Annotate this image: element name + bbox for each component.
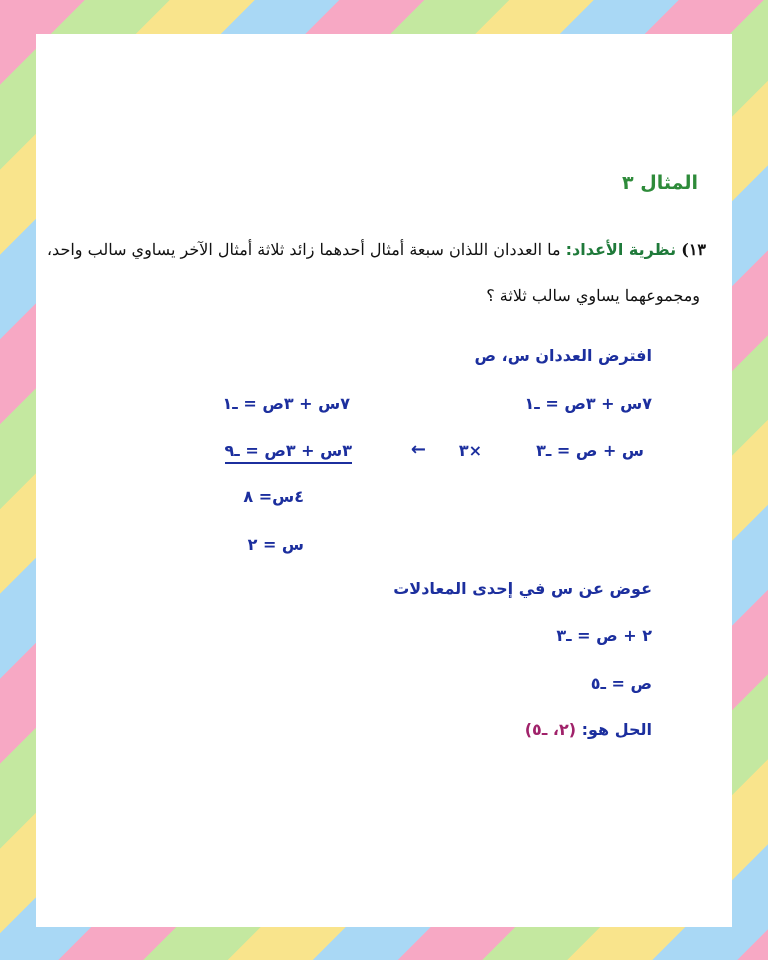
equation-2-scaled: ٣س + ٣ص = ـ٩ bbox=[225, 441, 352, 464]
equation-1: ٧س + ٣ص = ـ١ bbox=[524, 394, 652, 413]
question-line-1 bbox=[47, 240, 706, 259]
question-text-1: ما العددان اللذان سبعة أمثال أحدهما زائد ثلاثة أمثال الآخر يساوي سالب واحد، bbox=[46, 240, 561, 259]
solution-label: الحل هو: bbox=[581, 720, 652, 739]
question-topic: نظرية الأعداد: bbox=[565, 240, 677, 259]
sum-equation: ٤س= ٨ bbox=[243, 487, 304, 506]
solution-line bbox=[525, 720, 652, 739]
assume-step: افترض العددان س، ص bbox=[474, 346, 652, 365]
y-value: ص = ـ٥ bbox=[590, 674, 652, 693]
x-value: س = ٢ bbox=[247, 535, 304, 554]
substitute-step: عوض عن س في إحدى المعادلات bbox=[393, 579, 652, 598]
equation-2: س + ص = ـ٣ bbox=[536, 441, 644, 460]
multiplier-label: ×٣ bbox=[458, 441, 482, 460]
question-number: ١٣) bbox=[681, 240, 706, 259]
arrow-icon: ← bbox=[410, 439, 426, 460]
worksheet-page bbox=[36, 34, 732, 927]
substituted-equation: ٢ + ص = ـ٣ bbox=[556, 626, 652, 645]
solution-value: (٢، ـ٥) bbox=[524, 720, 577, 739]
question-line-2: ومجموعهما يساوي سالب ثلاثة ؟ bbox=[486, 286, 700, 305]
example-heading: المثال ٣ bbox=[622, 172, 698, 194]
equation-1-copy: ٧س + ٣ص = ـ١ bbox=[222, 394, 350, 413]
